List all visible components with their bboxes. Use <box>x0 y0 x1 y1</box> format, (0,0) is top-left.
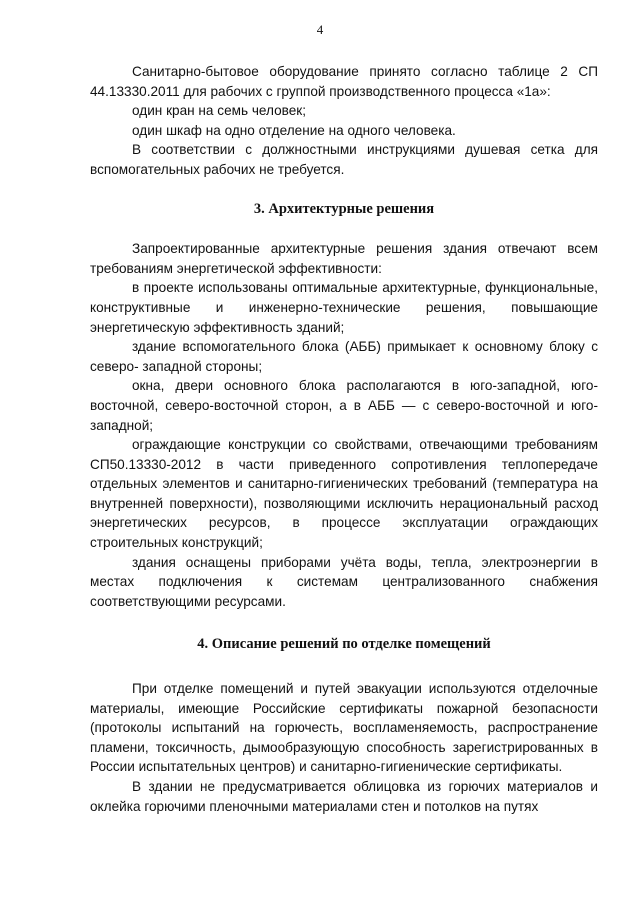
section-heading-3: 3. Архитектурные решения <box>253 200 435 217</box>
paragraph: один кран на семь человек; <box>132 103 307 119</box>
paragraph: В соответствии с должностными инструкциями душевая сетка для вспомогательных рабочих не требуется. <box>90 142 598 177</box>
paragraph: При отделке помещений и путей эвакуации используются отделочные материалы, имеющие Российские сертификаты пожарной безопасности (протоколы испытаний на горючесть, воспламеняемость, распространение пламени, токсичность, дымообразующую способность зарегистрированных в России испытательных центров) и санитарно-гигиенические сертификаты. <box>90 681 598 775</box>
paragraph: ограждающие конструкции со свойствами, отвечающими требованиям СП50.13330-2012 в части приведенного сопротивления теплопередаче отдельных элементов и санитарно-гигиенических требований (температура на внутренней поверхности), позволяющими исключить нерациональный расход энергетических ресурсов, в процессе эксплуатации ограждающих строительных конструкций; <box>90 437 598 551</box>
paragraph: здания оснащены приборами учёта воды, тепла, электроэнергии в местах подключения к системам централизованного снабжения соответствующими ресурсами. <box>90 554 598 609</box>
paragraph: Санитарно-бытовое оборудование принято согласно таблице 2 СП 44.13330.2011 для рабочих с группой производственного процесса «1а»: <box>90 64 598 99</box>
paragraph: один шкаф на одно отделение на одного человека. <box>132 122 456 138</box>
section-heading-4: 4. Описание решений по отделке помещений <box>197 636 491 653</box>
document-body <box>90 62 598 816</box>
page-number: 4 <box>316 22 324 37</box>
paragraph: Запроектированные архитектурные решения здания отвечают всем требованиям энергетической эффективности: <box>90 241 598 276</box>
paragraph: в проекте использованы оптимальные архитектурные, функциональные, конструктивные и инженерно-технические решения, повышающие энергетическую эффективность зданий; <box>90 280 598 335</box>
paragraph: окна, двери основного блока располагаются в юго-западной, юго-восточной, северо-восточной сторон, а в АББ — с северо-восточной и юго-западной; <box>90 378 598 433</box>
paragraph: здание вспомогательного блока (АББ) примыкает к основному блоку с северо- западной стороны; <box>90 339 598 374</box>
paragraph: В здании не предусматривается облицовка из горючих материалов и оклейка горючими пленочными материалами стен и потолков на путях <box>90 779 598 814</box>
